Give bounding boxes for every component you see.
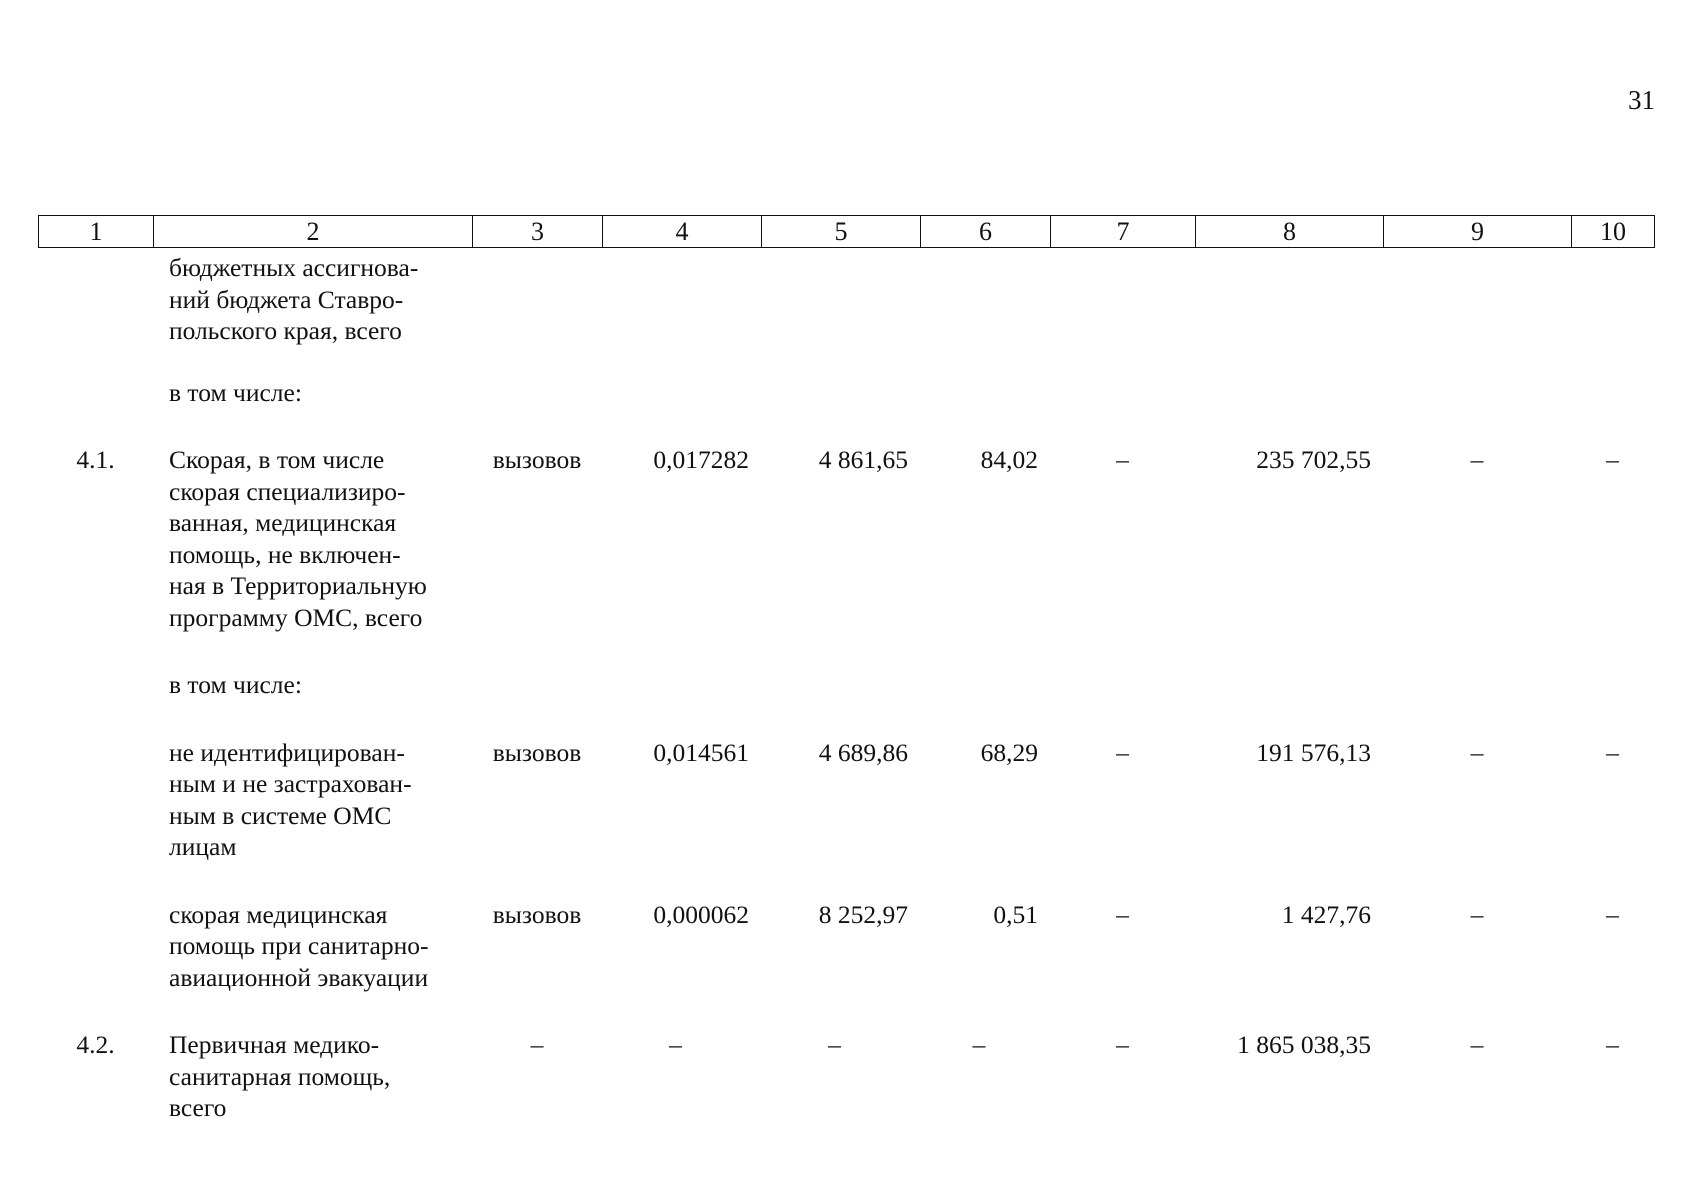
- value-cell-8: 1 865 038,35: [1237, 1030, 1371, 1059]
- header-col-9: 9: [1384, 216, 1572, 248]
- description-line: ванная, медицинская: [169, 508, 397, 537]
- row-description: [153, 899, 472, 1030]
- column-number-header: [38, 215, 1655, 248]
- row-description: [153, 1029, 472, 1160]
- value-cell-10: –: [1606, 899, 1619, 929]
- value-cell-7: –: [1116, 1030, 1129, 1059]
- unit-cell: вызовов: [492, 737, 582, 767]
- value-cell-5: 4 861,65: [818, 445, 908, 474]
- value-cell-6: –: [972, 1030, 986, 1059]
- value-cell-4: –: [669, 1030, 682, 1059]
- row-description: [153, 444, 472, 669]
- table-row: [38, 252, 1654, 377]
- header-col-10: 10: [1572, 216, 1655, 248]
- description-line: ний бюджета Ставро-: [169, 284, 404, 314]
- row-number: 4.1.: [76, 445, 115, 474]
- value-cell-7: –: [1116, 899, 1129, 929]
- table-row: [38, 444, 1654, 669]
- sub-label: в том числе:: [169, 377, 302, 407]
- description-line: помощь, не включен-: [169, 539, 401, 569]
- description-line: помощь при санитарно-: [169, 931, 429, 960]
- row-description: [153, 252, 472, 377]
- table-row: [38, 669, 1654, 737]
- value-cell-9: –: [1470, 899, 1484, 929]
- header-col-3: 3: [473, 216, 603, 248]
- description-line: Скорая, в том числе: [169, 445, 385, 474]
- header-col-5: 5: [762, 216, 921, 248]
- value-cell-7: –: [1116, 445, 1129, 474]
- table-row: [38, 737, 1654, 899]
- value-cell-10: –: [1606, 737, 1619, 767]
- value-cell-8: 1 427,76: [1281, 899, 1371, 929]
- description-line: ным и не застрахован-: [169, 769, 412, 798]
- header-col-2: 2: [154, 216, 473, 248]
- description-line: не идентифицирован-: [169, 737, 405, 767]
- header-col-4: 4: [603, 216, 762, 248]
- header-col-8: 8: [1196, 216, 1384, 248]
- unit-cell: –: [530, 1030, 544, 1059]
- description-line: всего: [169, 1093, 227, 1122]
- header-col-7: 7: [1051, 216, 1196, 248]
- description-line: санитарная помощь,: [169, 1061, 391, 1091]
- value-cell-8: 235 702,55: [1256, 445, 1371, 474]
- row-number: [38, 899, 153, 1030]
- value-cell-9: –: [1470, 737, 1484, 767]
- description-line: программу ОМС, всего: [169, 602, 423, 632]
- value-cell-4: 0,000062: [653, 899, 749, 929]
- description-line: Первичная медико-: [169, 1030, 380, 1059]
- unit-cell: вызовов: [492, 899, 582, 929]
- header-row: [39, 216, 1655, 248]
- description-line: скорая медицинская: [169, 899, 388, 929]
- table-row: [38, 899, 1654, 1030]
- value-cell-9: –: [1470, 1030, 1484, 1059]
- value-cell-4: 0,017282: [653, 445, 749, 474]
- description-line: ная в Территориальную: [169, 571, 427, 600]
- description-line: лицам: [169, 832, 237, 861]
- table-row: [38, 377, 1654, 445]
- description-line: скорая специализиро-: [169, 476, 406, 506]
- page-number: 31: [1628, 85, 1655, 115]
- row-number: [38, 737, 153, 899]
- header-col-1: 1: [39, 216, 154, 248]
- value-cell-6: 84,02: [980, 445, 1038, 474]
- header-col-6: 6: [921, 216, 1051, 248]
- value-cell-6: 68,29: [980, 737, 1038, 767]
- unit-cell: вызовов: [492, 445, 582, 474]
- description-line: бюджетных ассигнова-: [169, 253, 419, 282]
- value-cell-6: 0,51: [993, 899, 1038, 929]
- value-cell-9: –: [1470, 445, 1484, 474]
- sub-label: в том числе:: [169, 670, 302, 699]
- description-line: авиационной эвакуации: [169, 962, 429, 992]
- value-cell-5: 4 689,86: [818, 737, 908, 767]
- value-cell-10: –: [1606, 1030, 1619, 1059]
- value-cell-5: –: [828, 1030, 841, 1059]
- value-cell-4: 0,014561: [653, 737, 749, 767]
- description-line: ным в системе ОМС: [169, 800, 392, 830]
- value-cell-10: –: [1606, 445, 1619, 474]
- value-cell-8: 191 576,13: [1256, 737, 1371, 767]
- data-table: [38, 252, 1654, 1160]
- description-line: польского края, всего: [169, 316, 402, 345]
- row-description: [153, 737, 472, 899]
- value-cell-5: 8 252,97: [818, 899, 908, 929]
- table-row: [38, 1029, 1654, 1160]
- value-cell-7: –: [1116, 737, 1129, 767]
- row-number: 4.2.: [76, 1030, 115, 1059]
- row-number: [38, 252, 153, 377]
